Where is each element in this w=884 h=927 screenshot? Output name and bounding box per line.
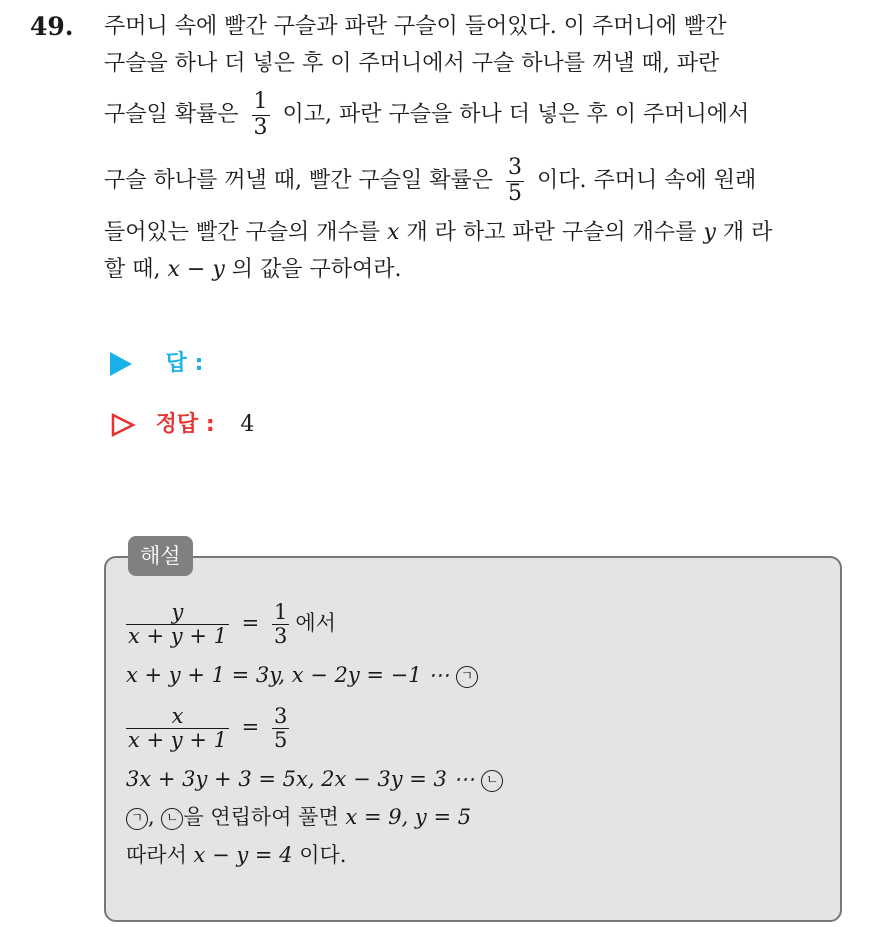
fraction-x-over-sum: $\frac{x}{x + y + 1}$ bbox=[128, 703, 227, 752]
answer-label: 답 : bbox=[165, 351, 204, 376]
fraction-one-third: $\frac{1}{3}$ bbox=[253, 89, 268, 140]
correct-answer-value: 4 bbox=[240, 412, 255, 437]
question-line-4: 구슬 하나를 꺼낼 때, 빨간 구슬일 확률은 $\frac{3}{5}$ 이다. 주머니 속에 원래 bbox=[104, 155, 757, 206]
answer-input-row[interactable] bbox=[110, 346, 203, 377]
solution-line-3: $\frac{x}{x + y + 1}$ = $\frac{3}{5}$ bbox=[128, 703, 288, 752]
solution-line-5: ㄱ , ㄴ 을 연립하여 풀면 x = 9, y = 5 bbox=[126, 798, 826, 836]
question-line-2: 구슬을 하나 더 넣은 후 이 주머니에서 구슬 하나를 꺼낼 때, 파란 bbox=[104, 51, 720, 76]
circled-nieun-icon: ㄴ bbox=[481, 770, 503, 792]
play-triangle-icon bbox=[110, 352, 132, 376]
correct-answer-label: 정답 : bbox=[155, 412, 215, 437]
solution-line-2: x + y + 1 = 3y, x − 2y = −1 ⋯ ㄱ bbox=[126, 656, 826, 694]
solution-line-1: $\frac{y}{x + y + 1}$ = $\frac{1}{3}$ 에서 bbox=[128, 599, 336, 648]
question-text bbox=[104, 8, 864, 288]
question-line-1: 주머니 속에 빨간 구슬과 파란 구슬이 들어있다. 이 주머니에 빨간 bbox=[104, 14, 727, 39]
fraction-one-third-sol: $\frac{1}{3}$ bbox=[273, 599, 288, 648]
solution-line-6: 따라서 x − y = 4 이다. bbox=[126, 843, 347, 867]
outline-triangle-icon bbox=[110, 412, 136, 438]
question-line-5: 들어있는 빨간 구슬의 개수를 x 개 라 하고 파란 구슬의 개수를 y 개 라 bbox=[104, 220, 773, 245]
question-line-6: 할 때, x − y 의 값을 구하여라. bbox=[104, 257, 402, 282]
solution-body bbox=[126, 590, 826, 874]
question-number: 49. bbox=[30, 12, 74, 41]
circled-giyeok-icon: ㄱ bbox=[456, 666, 478, 688]
circled-nieun-icon: ㄴ bbox=[161, 808, 183, 830]
variable-x: x bbox=[387, 220, 400, 245]
solution-line-4: 3x + 3y + 3 = 5x, 2x − 3y = 3 ⋯ ㄴ bbox=[126, 760, 826, 798]
expression-x-minus-y: x − y bbox=[167, 257, 225, 282]
variable-y: y bbox=[703, 220, 716, 245]
correct-answer-row bbox=[110, 407, 254, 438]
fraction-three-fifths-sol: $\frac{3}{5}$ bbox=[273, 703, 288, 752]
fraction-y-over-sum: $\frac{y}{x + y + 1}$ bbox=[128, 599, 227, 648]
question-line-3: 구슬일 확률은 $\frac{1}{3}$ 이고, 파란 구슬을 하나 더 넣은 후 이 주머니에서 bbox=[104, 89, 750, 140]
solution-tag: 해설 bbox=[128, 536, 193, 576]
fraction-three-fifths: $\frac{3}{5}$ bbox=[508, 155, 522, 206]
circled-giyeok-icon: ㄱ bbox=[126, 808, 148, 830]
